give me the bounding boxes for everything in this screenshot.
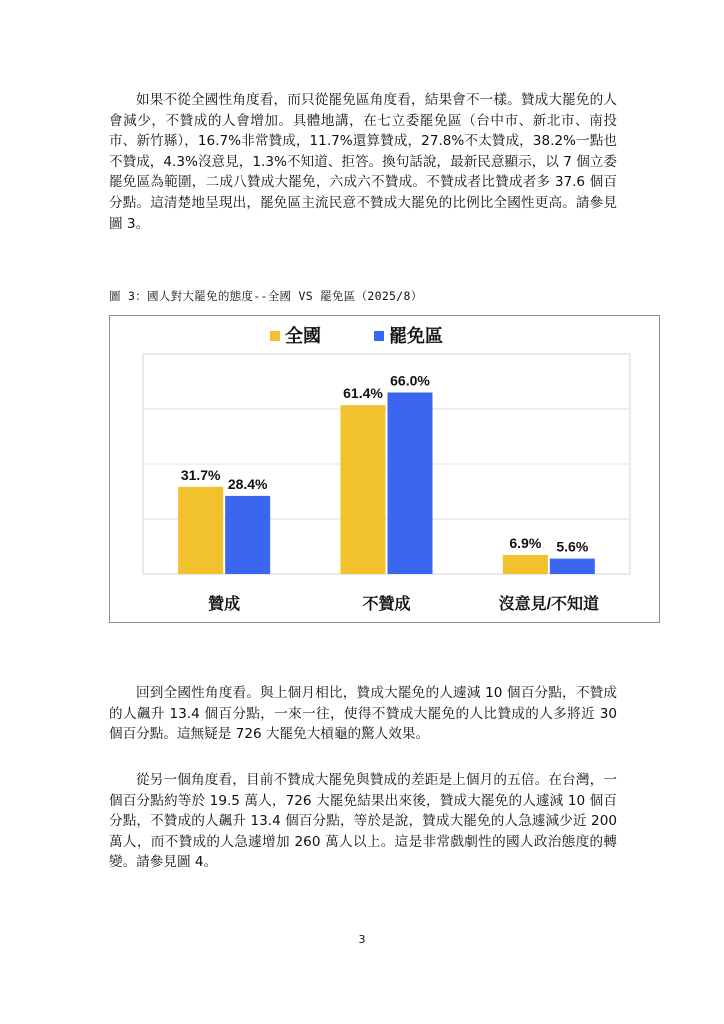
legend-label-0: 全國: [285, 326, 321, 346]
bar-chart: [110, 316, 659, 622]
category-label: 沒意見/不知道: [498, 596, 600, 613]
category-label: 贊成: [208, 596, 241, 613]
paragraph-2: 回到全國性角度看。與上個月相比，贊成大罷免的人遽減 10 個百分點，不贊成的人飆升 13.4 個百分點，一來一往，使得不贊成大罷免的人比贊成的人多將近 30 個百分點。這無疑是 726 大罷免大槓龜的驚人效果。: [109, 685, 617, 743]
bar: [503, 555, 548, 574]
category-label: 不贊成: [362, 596, 411, 613]
figure-caption: 圖 3：國人對大罷免的態度--全國 VS 罷免區（2025/8）: [109, 289, 423, 303]
bar: [225, 496, 270, 574]
legend-label-1: 罷免區: [389, 326, 443, 346]
data-label: 6.9%: [509, 535, 542, 552]
bar: [550, 559, 595, 574]
page-number: 3: [358, 933, 366, 946]
legend-swatch-1: [374, 331, 384, 341]
data-label: 61.4%: [343, 385, 383, 402]
paragraph-3: 從另一個角度看，目前不贊成大罷免與贊成的差距是上個月的五倍。在台灣，一個百分點約等於 19.5 萬人，726 大罷免結果出來後，贊成大罷免的人遽減 10 個百分點，不贊成的人飆升 13.4 個百分點，等於是說，贊成大罷免的人急遽減少近 200 萬人，而不贊成的人急遽增加 260 萬人以上。這是非常戲劇性的國人政治態度的轉變。請參見圖 4。: [109, 772, 617, 871]
paragraph-1: 如果不從全國性角度看，而只從罷免區角度看，結果會不一樣。贊成大罷免的人會減少，不贊成的人會增加。具體地講，在七立委罷免區（台中市、新北市、南投市、新竹縣），16.7%非常贊成，11.7%還算贊成，27.8%不太贊成，38.2%一點也不贊成，4.3%沒意見，1.3%不知道、拒答。換句話說，最新民意顯示，以 7 個立委罷免區為範圍，二成八贊成大罷免，六成六不贊成。不贊成者比贊成者多 37.6 個百分點。這清楚地呈現出，罷免區主流民意不贊成大罷免的比例比全國性更高。請參見圖 3。: [109, 92, 617, 232]
chart-frame: [109, 315, 660, 623]
legend-swatch-0: [270, 331, 280, 341]
bar: [341, 405, 386, 574]
data-label: 66.0%: [390, 372, 430, 389]
bar: [178, 487, 223, 574]
bar: [388, 393, 433, 575]
data-label: 31.7%: [180, 466, 221, 483]
data-label: 5.6%: [556, 538, 589, 555]
data-label: 28.4%: [227, 475, 268, 492]
